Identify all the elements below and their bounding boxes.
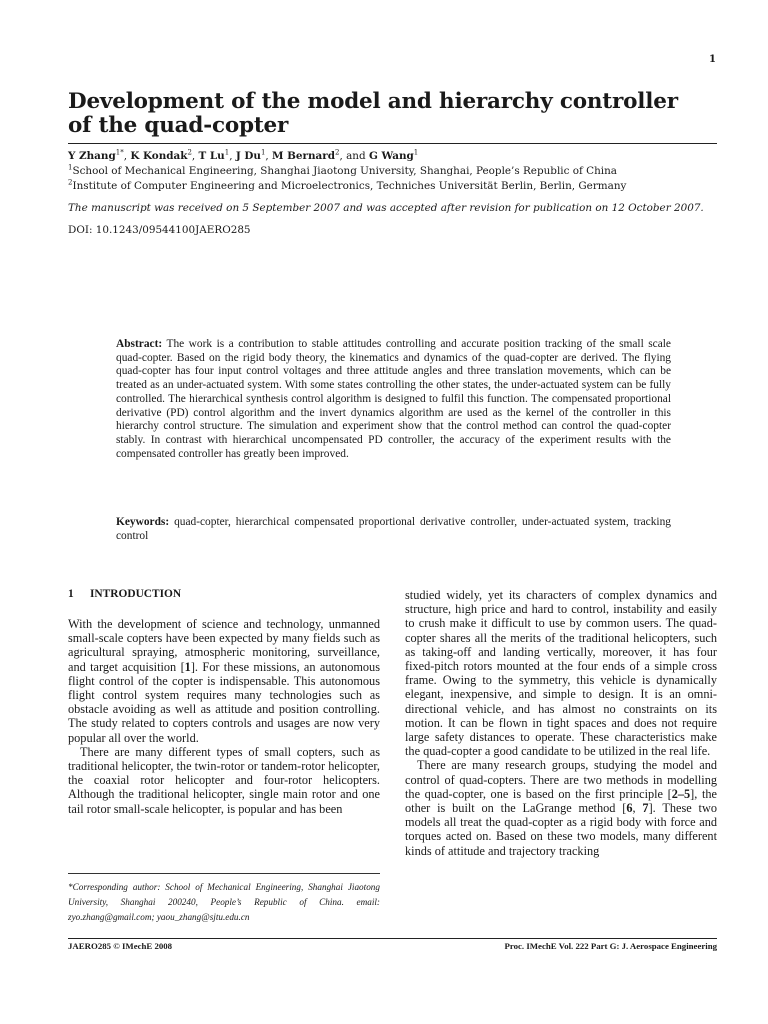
paragraph: There are many different types of small copters, such as traditional helicopter, the twin-rotor or tandem-rotor helicopter, the coaxial rotor helicopter and four-rotor helicopters. Although the traditional helicopter, single main rotor and one tail rotor small-scale helicopter, is popular and has been: [68, 744, 380, 816]
keywords-label: Keywords:: [116, 516, 170, 528]
paper-title: Development of the model and hierarchy controller of the quad-copter: [68, 89, 678, 138]
paragraph-text: ]. For these missions, an autonomous flight control of the copter is indispensable. This autonomous flight control system requires many technologies such as obstacle avoiding as well as attitude and position controlling. The study related to copters controls and usages are now very popular all over the world.: [68, 659, 380, 745]
footer-journal: Proc. IMechE Vol. 222 Part G: J. Aerospace Engineering: [504, 941, 717, 951]
author-mark: 2: [187, 148, 192, 157]
right-column: [405, 588, 717, 858]
author-name: G Wang: [368, 150, 414, 162]
author-name: J Du: [235, 150, 261, 162]
footer-copyright: JAERO285 © IMechE 2008: [68, 941, 173, 951]
page-number: 1: [709, 54, 716, 65]
author-mark: 1: [413, 148, 419, 157]
title-divider: [68, 143, 717, 144]
affiliation-1: [68, 164, 617, 179]
section-heading: [68, 588, 181, 600]
author-name: K Kondak: [130, 150, 188, 162]
author-name: Y Zhang: [68, 150, 116, 162]
paragraph-text: ]. These two models all treat the quad-copter as a rigid body with force and torques acted on. Based on these two models, many different kinds of attitude and trajectory tracking: [405, 801, 718, 858]
left-column: [68, 617, 380, 816]
doi: DOI: 10.1243/09544100JAERO285: [68, 224, 251, 236]
reference[interactable]: 2–5: [671, 786, 691, 801]
affiliation-mark: 2: [68, 178, 73, 187]
affiliation-text: Institute of Computer Engineering and Microelectronics, Techniches Universität Berlin, Berlin, Germany: [72, 180, 627, 192]
footer-divider: [68, 938, 717, 939]
abstract-text: The work is a contribution to stable attitudes controlling and accurate position tracking of the small scale quad-copter. Based on the rigid body theory, the kinematics and dynamics of the quad-copter are derived. The flying quad-copter has four input control voltages and three attitude angles and three translation movements, which can be treated as an under-actuated system. With some states controlling the other states, the under-actuated system can be fully controlled. The hierarchical synthesis control algorithm is designed to fulfil this function. The compensated proportional derivative (PD) control algorithm and the invert dynamics algorithm are used as the kernel of the controller in this hierarchy control structure. The simulation and experiment show that the control method can control the quad-copter stably. In contrast with hierarchical uncompensated PD controller, the accuracy of the experiment results with the compensated controller has greatly been improved.: [116, 338, 671, 460]
affiliation-mark: 1: [68, 163, 73, 172]
author-mark: 1: [260, 148, 266, 157]
section-title: INTRODUCTION: [90, 588, 182, 600]
author-mark: 1: [224, 148, 230, 157]
paragraph-text: ,: [632, 801, 643, 816]
section-number: 1: [68, 588, 74, 600]
author-name: T Lu: [198, 150, 225, 162]
author-mark: 1*: [115, 148, 124, 157]
reference[interactable]: 1: [184, 659, 191, 674]
paragraph: studied widely, yet its characters of complex dynamics and structure, high price and hard to control, instability and easily to crush make it difficult to use by common users. The quad-copter shares all the merits of the traditional helicopters, such as taking-off and landing vertically, moreover, it has four fixed-pitch rotors mounted at the four ends of a simple cross frame. Owing to the symmetry, this vehicle is dynamically elegant, inexpensive, and simple to design. It is an omni-directional vehicle, and has almost no constraints on its motion. It can be flown in tight spaces and does not require large safety distances to operate. These characteristics make the quad-copter a good candidate to be utilized in the real life.: [405, 588, 717, 759]
received-note: The manuscript was received on 5 September 2007 and was accepted after revision for publication on 12 October 2007.: [68, 202, 704, 214]
affiliation-2: [68, 179, 626, 194]
paragraph-text: With the development of science and technology, unmanned small-scale copters have been expected by many fields such as agricultural spraying, atmospheric monitoring, surveillance, and target acquisition [: [68, 617, 380, 674]
reference[interactable]: 6: [626, 801, 633, 816]
abstract: [116, 338, 671, 461]
abstract-label: Abstract:: [116, 338, 163, 350]
affiliation-text: School of Mechanical Engineering, Shanghai Jiaotong University, Shanghai, People’s Republic of China: [72, 165, 617, 177]
footnote: *Corresponding author: School of Mechanical Engineering, Shanghai Jiaotong University, Shanghai 200240, People’s Republic of China. email: zyo.zhang@gmail.com; yaou_zhang@sjtu.edu.cn: [68, 882, 380, 922]
paragraph: [68, 617, 380, 745]
keywords: [116, 516, 671, 543]
footnote-divider: [68, 873, 380, 874]
paragraph-text: There are many research groups, studying the model and control of quad-copters. There are two methods in modelling the quad-copter, one is based on the first principle [: [405, 758, 717, 801]
author-list: Y Zhang$^{1*}$, K Kondak$^2$, T Lu$^1$, J Du$^1$, M Bernard$^2$, and G Wang$^1$: [68, 148, 419, 162]
author-mark: 2: [335, 148, 340, 157]
paragraph-text: ], the other is built on the LaGrange method [: [405, 786, 717, 816]
paragraph: [405, 758, 717, 857]
reference[interactable]: 7: [642, 801, 649, 816]
keywords-text: quad-copter, hierarchical compensated proportional derivative controller, under-actuated system, tracking control: [116, 516, 671, 542]
author-name: M Bernard: [272, 150, 336, 162]
